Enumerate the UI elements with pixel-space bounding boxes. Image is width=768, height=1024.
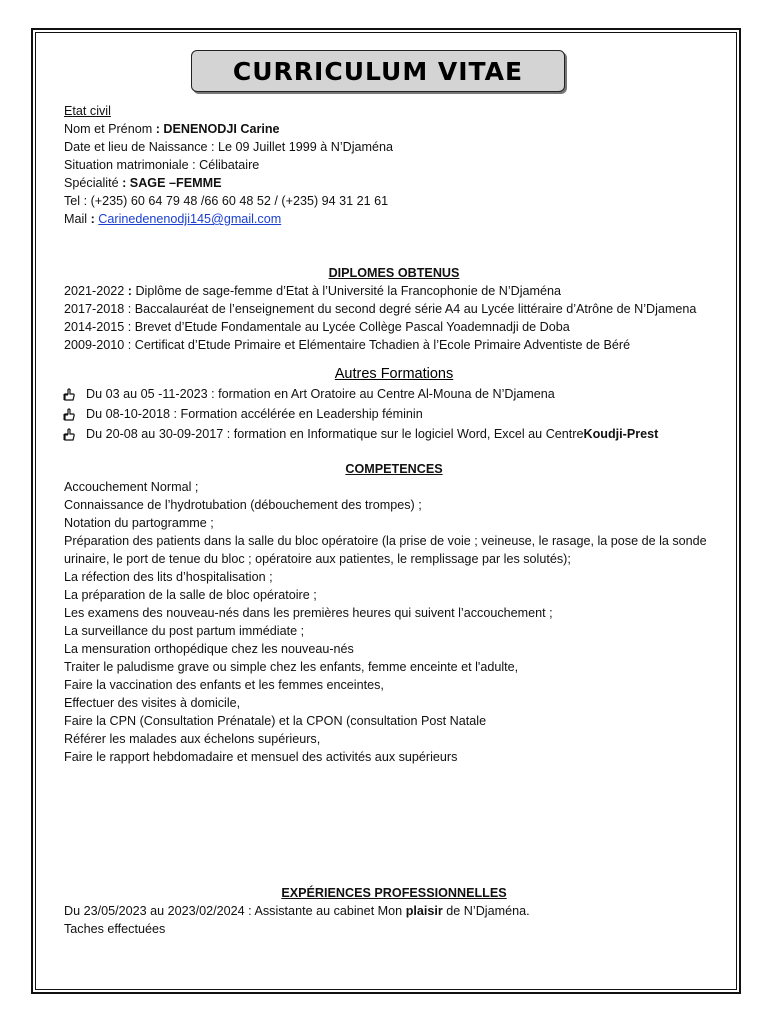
mail-colon: : <box>90 212 99 226</box>
mail-label: Mail <box>64 212 91 226</box>
diplome-years: 2009-2010 <box>64 338 128 352</box>
diplome-colon: : <box>127 338 135 352</box>
competence-item: La réfection des lits d’hospitalisation ; <box>64 570 273 584</box>
competence-item: La préparation de la salle de bloc opératoire ; <box>64 588 317 602</box>
diplome-text: Certificat d’Etude Primaire et Elémentaire Tchadien à l’Ecole Primaire Adventiste de Béré <box>134 338 631 352</box>
formation-bold: Koudji-Prest <box>583 427 659 441</box>
diplome-text: Diplôme de sage-femme d’Etat à l’Université la Francophonie de N’Djaména <box>135 284 562 298</box>
diplome-item <box>64 336 724 354</box>
formation-text: Du 20-08 au 30-09-2017 : formation en Informatique sur le logiciel Word, Excel au Centre <box>86 427 584 441</box>
diplome-item <box>64 318 724 336</box>
diplome-colon: : <box>127 302 135 316</box>
nom-colon: : <box>155 122 164 136</box>
diplome-years: 2017-2018 <box>64 302 128 316</box>
nom-line <box>64 120 724 138</box>
formation-item <box>62 404 724 424</box>
competence-item: Notation du partogramme ; <box>64 516 214 530</box>
competence-item: Faire le rapport hebdomadaire et mensuel des activités aux supérieurs <box>64 750 458 764</box>
cv-title: CURRICULUM VITAE <box>191 50 565 92</box>
autres-formations-heading: Autres Formations <box>334 366 454 382</box>
diplome-colon: : <box>127 320 135 334</box>
nom-value: DENENODJI Carine <box>163 122 280 136</box>
competence-item: Préparation des patients dans la salle du bloc opératoire (la prise de voie ; veineuse, le rasage, la pose de la sonde <box>64 534 707 548</box>
competences-heading: COMPETENCES <box>345 462 443 476</box>
diplomes-list <box>64 282 724 354</box>
formation-text: Du 03 au 05 -11-2023 : formation en Art Oratoire au Centre Al-Mouna de N’Djamena <box>86 387 555 401</box>
diplome-years: 2014-2015 <box>64 320 128 334</box>
pointing-hand-icon <box>62 387 76 401</box>
competences-list <box>64 478 724 766</box>
email-link[interactable]: Carinedenenodji145@gmail.com <box>98 212 282 226</box>
competence-item: Les examens des nouveau-nés dans les premières heures qui suivent l’accouchement ; <box>64 606 553 620</box>
specialite-label: Spécialité <box>64 176 123 190</box>
experience-text-b: de N’Djaména. <box>442 904 530 918</box>
formation-text: Du 08-10-2018 : Formation accélérée en Leadership féminin <box>86 407 423 421</box>
pointing-hand-icon <box>62 427 76 441</box>
diplome-item <box>64 300 724 318</box>
experience-line <box>64 902 724 920</box>
taches-line: Taches effectuées <box>64 922 166 936</box>
specialite-line <box>64 174 724 192</box>
competence-item: La mensuration orthopédique chez les nouveau-nés <box>64 642 354 656</box>
competence-item: Effectuer des visites à domicile, <box>64 696 241 710</box>
competence-item: Faire la CPN (Consultation Prénatale) et la CPON (consultation Post Natale <box>64 714 487 728</box>
naissance-line: Date et lieu de Naissance : Le 09 Juillet 1999 à N’Djaména <box>64 140 394 154</box>
competence-item: Référer les malades aux échelons supérieurs, <box>64 732 321 746</box>
competence-item: La surveillance du post partum immédiate ; <box>64 624 305 638</box>
cv-content <box>64 102 724 938</box>
experience-text-bold: plaisir <box>405 904 443 918</box>
mail-line <box>64 210 724 228</box>
specialite-value: : SAGE –FEMME <box>122 176 222 190</box>
diplome-text: Baccalauréat de l’enseignement du second degré série A4 au Lycée littéraire d’Atrône de N’Djamena <box>134 302 697 316</box>
diplomes-heading: DIPLOMES OBTENUS <box>328 266 460 280</box>
diplome-text: Brevet d’Etude Fondamentale au Lycée Collège Pascal Yoademnadji de Doba <box>134 320 570 334</box>
diplome-years: 2021-2022 <box>64 284 128 298</box>
experiences-heading: EXPÉRIENCES PROFESSIONNELLES <box>281 886 507 900</box>
pointing-hand-icon <box>62 407 76 421</box>
diplome-colon: : <box>127 284 136 298</box>
experience-text-a: Du 23/05/2023 au 2023/02/2024 : Assistante au cabinet Mon <box>64 904 406 918</box>
competence-item: Faire la vaccination des enfants et les femmes enceintes, <box>64 678 384 692</box>
formation-item <box>62 384 724 404</box>
situation-line: Situation matrimoniale : Célibataire <box>64 158 260 172</box>
competence-item: Traiter le paludisme grave ou simple chez les enfants, femme enceinte et l'adulte, <box>64 660 519 674</box>
competence-item: urinaire, le port de tenue du bloc ; opératoire aux patientes, le remplissage par les solutés); <box>64 552 571 566</box>
formation-item <box>62 424 724 444</box>
etat-civil-heading: Etat civil <box>64 104 111 118</box>
formations-list <box>62 384 724 444</box>
competence-item: Accouchement Normal ; <box>64 480 199 494</box>
diplome-item <box>64 282 724 300</box>
tel-line: Tel : (+235) 60 64 79 48 /66 60 48 52 / (+235) 94 31 21 61 <box>64 194 389 208</box>
competence-item: Connaissance de l’hydrotubation (débouchement des trompes) ; <box>64 498 422 512</box>
nom-label: Nom et Prénom <box>64 122 156 136</box>
